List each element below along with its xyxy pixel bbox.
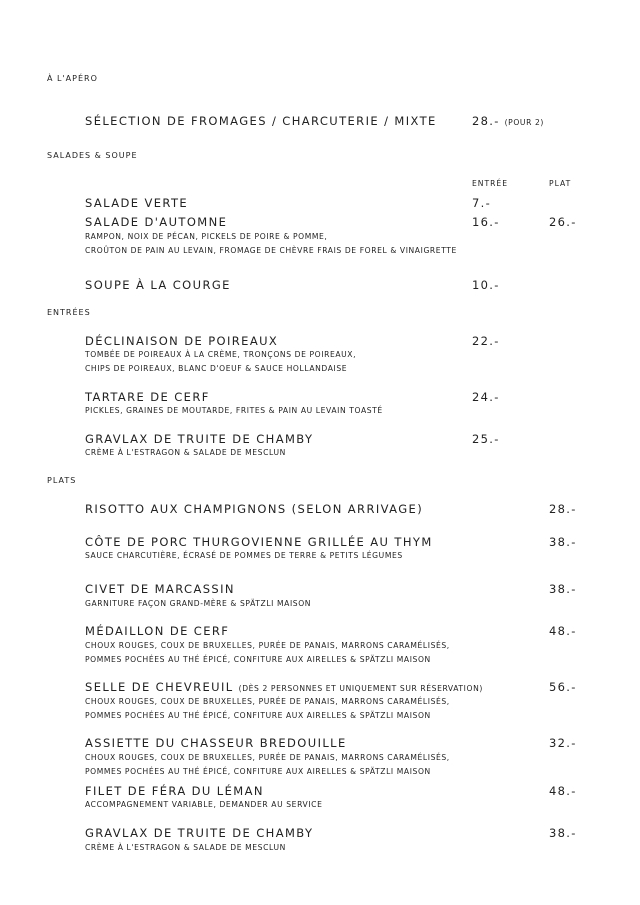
menu-item-name: CÔTE DE PORC THURGOVIENNE GRILLÉE AU THYM xyxy=(85,535,433,549)
price-value: 28.- xyxy=(472,114,500,128)
menu-item-name: SELLE DE CHEVREUIL xyxy=(85,680,234,694)
menu-item-name: TARTARE DE CERF xyxy=(85,390,210,404)
menu-item-description: ACCOMPAGNEMENT VARIABLE, DEMANDER AU SERVICE xyxy=(85,800,323,809)
menu-item-price: 38.- xyxy=(549,826,577,840)
menu-item-price-plat: 26.- xyxy=(549,215,577,229)
section-heading-salades: SALADES & SOUPE xyxy=(47,151,138,160)
menu-item-description: PICKLES, GRAINES DE MOUTARDE, FRITES & PAIN AU LEVAIN TOASTÉ xyxy=(85,406,383,415)
menu-item-price-entree: 16.- xyxy=(472,215,500,229)
menu-item-name: FILET DE FÉRA DU LÉMAN xyxy=(85,784,264,798)
menu-item-price: 38.- xyxy=(549,582,577,596)
menu-item-name: SALADE D'AUTOMNE xyxy=(85,215,228,229)
menu-item-price: 32.- xyxy=(549,736,577,750)
section-heading-entrees: ENTRÉES xyxy=(47,308,91,317)
menu-item-name: GRAVLAX DE TRUITE DE CHAMBY xyxy=(85,432,314,446)
menu-item-description: POMMES POCHÉES AU THÉ ÉPICÉ, CONFITURE AUX AIRELLES & SPÄTZLI MAISON xyxy=(85,767,431,776)
menu-item-price: 25.- xyxy=(472,432,500,446)
menu-item-name: RISOTTO AUX CHAMPIGNONS (SELON ARRIVAGE) xyxy=(85,502,424,516)
menu-item-name: GRAVLAX DE TRUITE DE CHAMBY xyxy=(85,826,314,840)
menu-item-description: POMMES POCHÉES AU THÉ ÉPICÉ, CONFITURE AUX AIRELLES & SPÄTZLI MAISON xyxy=(85,655,431,664)
menu-item-description: POMMES POCHÉES AU THÉ ÉPICÉ, CONFITURE AUX AIRELLES & SPÄTZLI MAISON xyxy=(85,711,431,720)
menu-item-description: GARNITURE FAÇON GRAND-MÈRE & SPÄTZLI MAISON xyxy=(85,599,312,608)
menu-item-price xyxy=(472,114,544,128)
menu-item-price: 22.- xyxy=(472,334,500,348)
menu-item-price: 48.- xyxy=(549,784,577,798)
menu-item-price: 48.- xyxy=(549,624,577,638)
section-heading-apero: À L'APÉRO xyxy=(47,74,98,83)
menu-item-description: SAUCE CHARCUTIÈRE, ÉCRASÉ DE POMMES DE TERRE & PETITS LÉGUMES xyxy=(85,551,403,560)
menu-item-name: ASSIETTE DU CHASSEUR BREDOUILLE xyxy=(85,736,347,750)
menu-item-name: DÉCLINAISON DE POIREAUX xyxy=(85,334,279,348)
menu-item-name: SÉLECTION DE FROMAGES / CHARCUTERIE / MIXTE xyxy=(85,114,437,128)
menu-item-description: CHIPS DE POIREAUX, BLANC D'OEUF & SAUCE HOLLANDAISE xyxy=(85,364,348,373)
column-header-plat: PLAT xyxy=(549,179,572,188)
menu-item-name: SALADE VERTE xyxy=(85,196,189,210)
menu-item-description: CRÈME À L'ESTRAGON & SALADE DE MESCLUN xyxy=(85,843,286,852)
section-heading-plats: PLATS xyxy=(47,476,77,485)
menu-item-note: (DÈS 2 PERSONNES ET UNIQUEMENT SUR RÉSERVATION) xyxy=(238,684,483,693)
menu-item-description: CHOUX ROUGES, COUX DE BRUXELLES, PURÉE DE PANAIS, MARRONS CARAMÉLISÉS, xyxy=(85,753,450,762)
menu-item-description: CHOUX ROUGES, COUX DE BRUXELLES, PURÉE DE PANAIS, MARRONS CARAMÉLISÉS, xyxy=(85,641,450,650)
menu-item-price-entree: 10.- xyxy=(472,278,500,292)
column-header-entree: ENTRÉE xyxy=(472,179,508,188)
menu-item-name: MÉDAILLON DE CERF xyxy=(85,624,230,638)
menu-item-price: 28.- xyxy=(549,502,577,516)
menu-item-description: RAMPON, NOIX DE PÉCAN, PICKELS DE POIRE & POMME, xyxy=(85,232,328,241)
menu-item-name: CIVET DE MARCASSIN xyxy=(85,582,235,596)
menu-item-price: 56.- xyxy=(549,680,577,694)
menu-item-description: CHOUX ROUGES, COUX DE BRUXELLES, PURÉE DE PANAIS, MARRONS CARAMÉLISÉS, xyxy=(85,697,450,706)
menu-item-price: 38.- xyxy=(549,535,577,549)
menu-item-name-with-note xyxy=(85,680,483,694)
menu-item-price: 24.- xyxy=(472,390,500,404)
menu-item-description: CRÈME À L'ESTRAGON & SALADE DE MESCLUN xyxy=(85,448,286,457)
price-note: (POUR 2) xyxy=(504,118,544,127)
menu-item-name: SOUPE À LA COURGE xyxy=(85,278,231,292)
menu-item-description: TOMBÉE DE POIREAUX À LA CRÈME, TRONÇONS DE POIREAUX, xyxy=(85,350,357,359)
menu-item-description: CROÛTON DE PAIN AU LEVAIN, FROMAGE DE CHÈVRE FRAIS DE FOREL & VINAIGRETTE xyxy=(85,246,457,255)
menu-item-price-entree: 7.- xyxy=(472,196,492,210)
